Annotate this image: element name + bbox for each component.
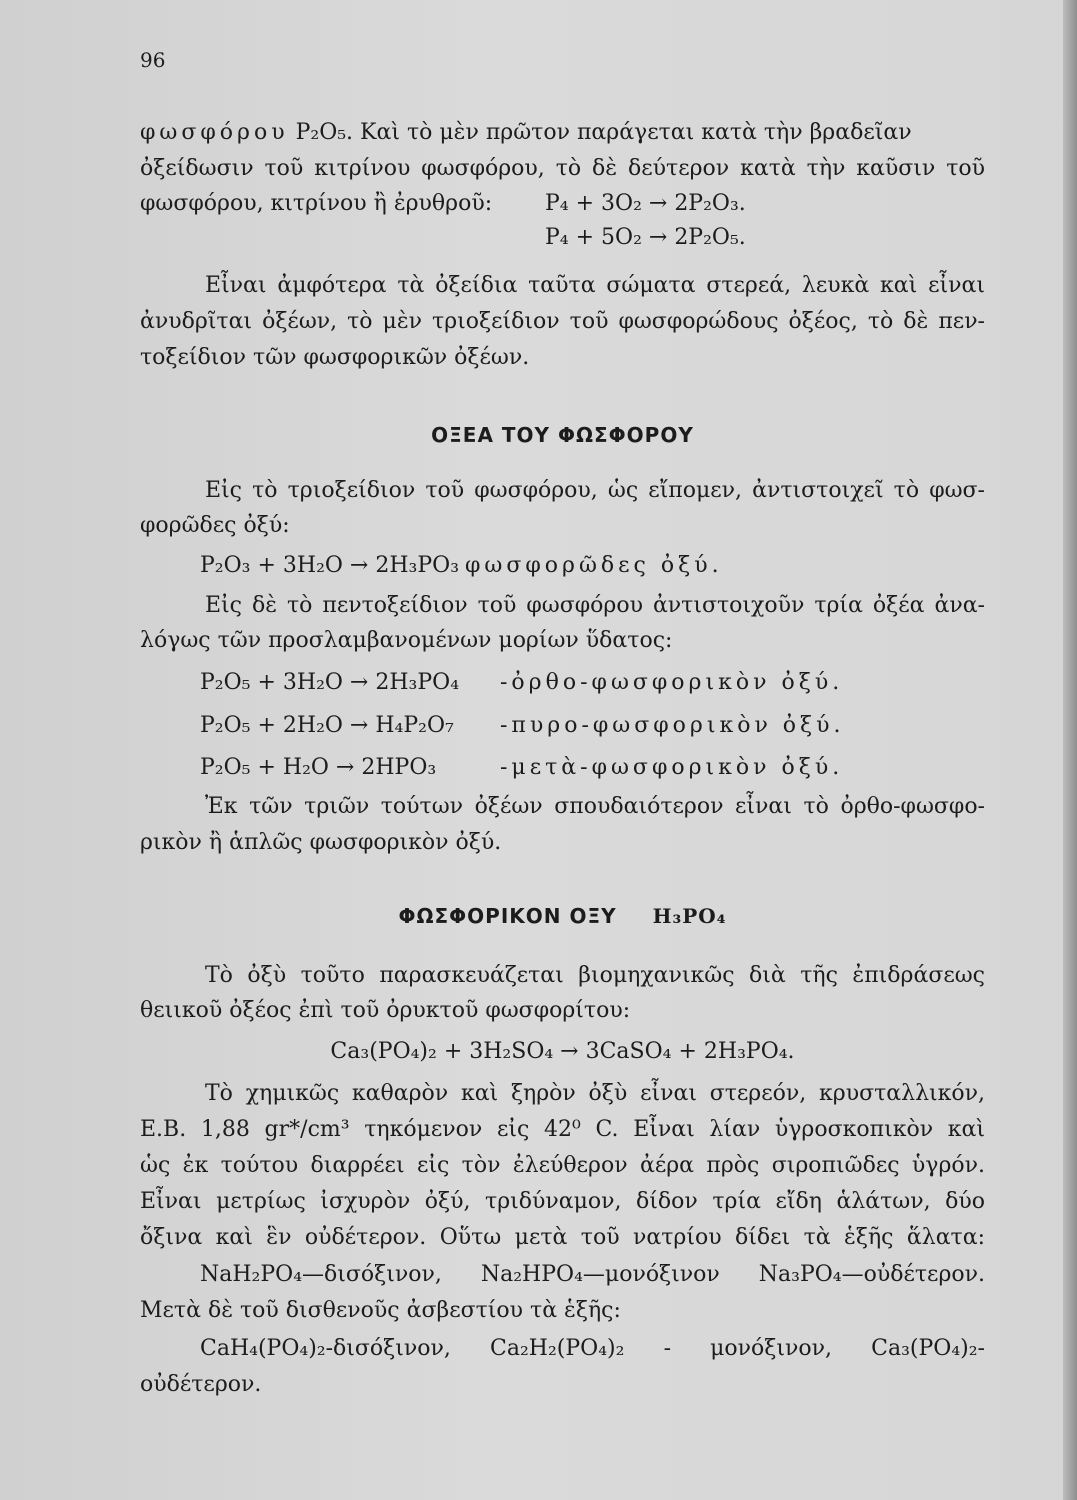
sodium-salts-line: NaH₂PO₄—δισόξινον, Na₂HPO₄—μονόξινον Na₃PO₄—οὐδέτερον. [200, 1262, 985, 1287]
para2-line-3: τοξείδιον τῶν φωσφορικῶν ὀξέων. [140, 345, 530, 370]
heading-formula: H₃PO₄ [652, 904, 727, 928]
calcium-salts-line: CaH₄(PO₄)₂-δισόξινον, Ca₂H₂(PO₄)₂ - μονόξινον, Ca₃(PO₄)₂- [200, 1336, 985, 1361]
eq3-formula: P₂O₅ + 2H₂O → H₄P₂O₇ [200, 713, 454, 738]
s2-p2-line-2: Ε.Β. 1,88 gr*/cm³ τηκόμενον εἰς 42⁰ C. Εἶναι λίαν ὑγροσκοπικὸν καὶ [140, 1117, 985, 1142]
s1-p3-line-2: ρικὸν ἢ ἁπλῶς φωσφορικὸν ὀξύ. [140, 830, 502, 855]
book-gutter-shadow [1063, 0, 1077, 1500]
section-heading-phosphoric-acid [140, 904, 985, 928]
eq1-formula: P₂O₃ + 3H₂O → 2H₃PO₃ [200, 553, 460, 578]
intro-line-2: ὀξείδωσιν τοῦ κιτρίνου φωσφόρου, τὸ δὲ δεύτερον κατὰ τὴν καῦσιν τοῦ [140, 156, 985, 181]
intro-line-1-rest: P₂O₅. Καὶ τὸ μὲν πρῶτον παράγεται κατὰ τὴν βραδεῖαν [295, 120, 912, 145]
s2-p3-last-line: οὐδέτερον. [140, 1372, 262, 1397]
heading-text: ΦΩΣΦΟΡΙΚΟΝ ΟΞΥ [398, 904, 617, 928]
s1-p3-line-1: Ἐκ τῶν τριῶν τούτων ὀξέων σπουδαιότερον εἶναι τὸ ὀρθο-φωσφο- [205, 794, 985, 819]
s2-p2-line-3: ὡς ἐκ τούτου διαρρέει εἰς τὸν ἐλεύθερον ἀέρα πρὸς σιροπιῶδες ὑγρόν. [140, 1153, 985, 1178]
s2-p2-line-1: Τὸ χημικῶς καθαρὸν καὶ ξηρὸν ὀξὺ εἶναι στερεόν, κρυσταλλικόν, [205, 1081, 985, 1106]
eq3-acid-name: -πυρο-φωσφορικὸν ὀξύ. [500, 713, 845, 738]
section-heading-oxea: ΟΞΕΑ ΤΟΥ ΦΩΣΦΟΡΟΥ [431, 423, 694, 447]
s1-p2-line-1: Εἰς δὲ τὸ πεντοξείδιον τοῦ φωσφόρου ἀντιστοιχοῦν τρία ὀξέα ἀνα- [205, 593, 985, 618]
s1-p2-line-2: λόγως τῶν προσλαμβανομένων μορίων ὕδατος: [140, 628, 673, 653]
s2-p1-line-2: θειικοῦ ὀξέος ἐπὶ τοῦ ὀρυκτοῦ φωσφορίτου: [140, 998, 631, 1023]
eq4-acid-name: -μετὰ-φωσφορικὸν ὀξύ. [500, 755, 844, 780]
s2-p2-line-5: ὄξινα καὶ ἓν οὐδέτερον. Οὕτω μετὰ τοῦ νατρίου δίδει τὰ ἑξῆς ἅλατα: [140, 1225, 985, 1250]
s2-p1-line-1: Τὸ ὀξὺ τοῦτο παρασκευάζεται βιομηχανικῶς διὰ τῆς ἐπιδράσεως [205, 963, 985, 988]
intro-line-3 [140, 186, 985, 221]
eq2-formula: P₂O₅ + 3H₂O → 2H₃PO₄ [200, 670, 460, 695]
reaction-p4-to-p2o5: P₄ + 5O₂ → 2P₂O₅. [545, 225, 746, 250]
s2-p2-line-4: Εἶναι μετρίως ἰσχυρὸν ὀξύ, τριδύναμον, δίδον τρία εἴδη ἁλάτων, δύο [140, 1189, 985, 1214]
eq4-formula: P₂O₅ + H₂O → 2HPO₃ [200, 755, 437, 780]
page-number: 96 [140, 48, 166, 72]
s2-p3-line-1: Μετὰ δὲ τοῦ δισθενοῦς ἀσβεστίου τὰ ἑξῆς: [140, 1298, 621, 1323]
intro-line-1 [140, 115, 985, 150]
s1-p1-line-2: φορῶδες ὀξύ: [140, 513, 290, 538]
intro-emphasized-word: φωσφόρου [140, 120, 289, 145]
equation-industrial-preparation: Ca₃(PO₄)₂ + 3H₂SO₄ → 3CaSO₄ + 2H₃PO₄. [330, 1039, 795, 1064]
intro-line-3-text: φωσφόρου, κιτρίνου ἢ ἐρυθροῦ: [140, 191, 493, 216]
reaction-p4-to-p2o3: P₄ + 3O₂ → 2P₂O₃. [545, 191, 746, 216]
para2-line-1: Εἶναι ἀμφότερα τὰ ὀξείδια ταῦτα σώματα στερεά, λευκὰ καὶ εἶναι [205, 273, 985, 298]
para2-line-2: ἀνυδρῖται ὀξέων, τὸ μὲν τριοξείδιον τοῦ φωσφορώδους ὀξέος, τὸ δὲ πεν- [140, 309, 985, 334]
eq2-acid-name: -ὀρθο-φωσφορικὸν ὀξύ. [500, 670, 844, 695]
eq1-acid-name: φωσφορῶδες ὀξύ. [465, 553, 723, 578]
s1-p1-line-1: Εἰς τὸ τριοξείδιον τοῦ φωσφόρου, ὡς εἴπομεν, ἀντιστοιχεῖ τὸ φωσ- [205, 478, 985, 503]
